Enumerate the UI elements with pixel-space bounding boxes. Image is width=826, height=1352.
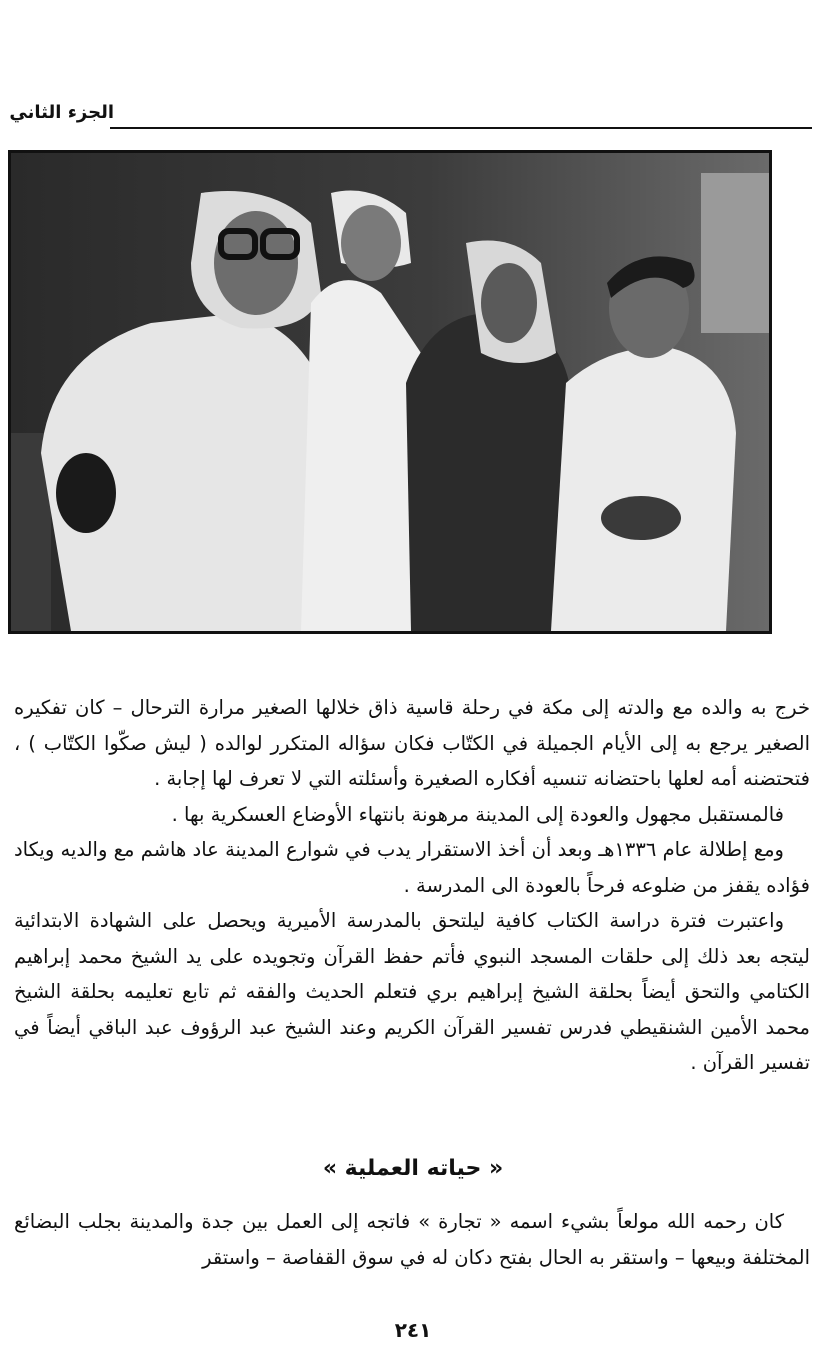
paragraph: كان رحمه الله مولعاً بشيء اسمه « تجارة » فاتجه إلى العمل بين جدة والمدينة بجلب البضائع المختلفة وبيعها – واستقر به الحال بفتح دكان له في سوق القفاصة – واستقر <box>14 1210 810 1269</box>
page-number: ٢٤١ <box>394 1318 432 1342</box>
header-rule <box>110 127 812 129</box>
paragraph: واعتبرت فترة دراسة الكتاب كافية ليلتحق بالمدرسة الأميرية ويحصل على الشهادة الابتدائية ليتجه بعد ذلك إلى حلقات المسجد النبوي فأتم حفظ القرآن وتجويده على يد الشيخ محمد إبراهيم الكتامي والتحق أيضاً بحلقة الشيخ إبراهيم بري فتعلم الحديث والفقه ثم تابع تعليمه بحلقة الشيخ محمد الأمين الشنقيطي فدرس تفسير القرآن الكريم وعند الشيخ عبد الرؤوف عبد الباقي أيضاً في تفسير القرآن . <box>14 909 810 1074</box>
section-heading: « حياته العملية » <box>322 1156 504 1181</box>
paragraph: ومع إطلالة عام ١٣٣٦هـ وبعد أن أخذ الاستقرار يدب في شوارع المدينة عاد هاشم مع والديه ويكاد فؤاده يقفز من ضلوعه فرحاً بالعودة الى المدرسة . <box>14 838 810 897</box>
photograph-icon <box>11 153 769 631</box>
running-header <box>8 96 812 132</box>
paragraph: خرج به والده مع والدته إلى مكة في رحلة قاسية ذاق خلالها الصغير مرارة الترحال – كان تفكيره الصغير يرجع به إلى الأيام الجميلة في الكتّاب فكان سؤاله المتكرر لوالده ( ليش صكّوا الكتّاب ) ، فتحتضنه أمه لعلها باحتضانه تنسيه أفكاره الصغيرة وأسئلته التي لا تعرف لها إجابة . <box>14 696 810 790</box>
photograph <box>8 150 772 634</box>
section-body <box>14 1204 810 1275</box>
running-header-title: الجزء الثاني <box>9 102 114 123</box>
paragraph: فالمستقبل مجهول والعودة إلى المدينة مرهونة بانتهاء الأوضاع العسكرية بها . <box>171 802 784 826</box>
body-text <box>14 690 810 1081</box>
